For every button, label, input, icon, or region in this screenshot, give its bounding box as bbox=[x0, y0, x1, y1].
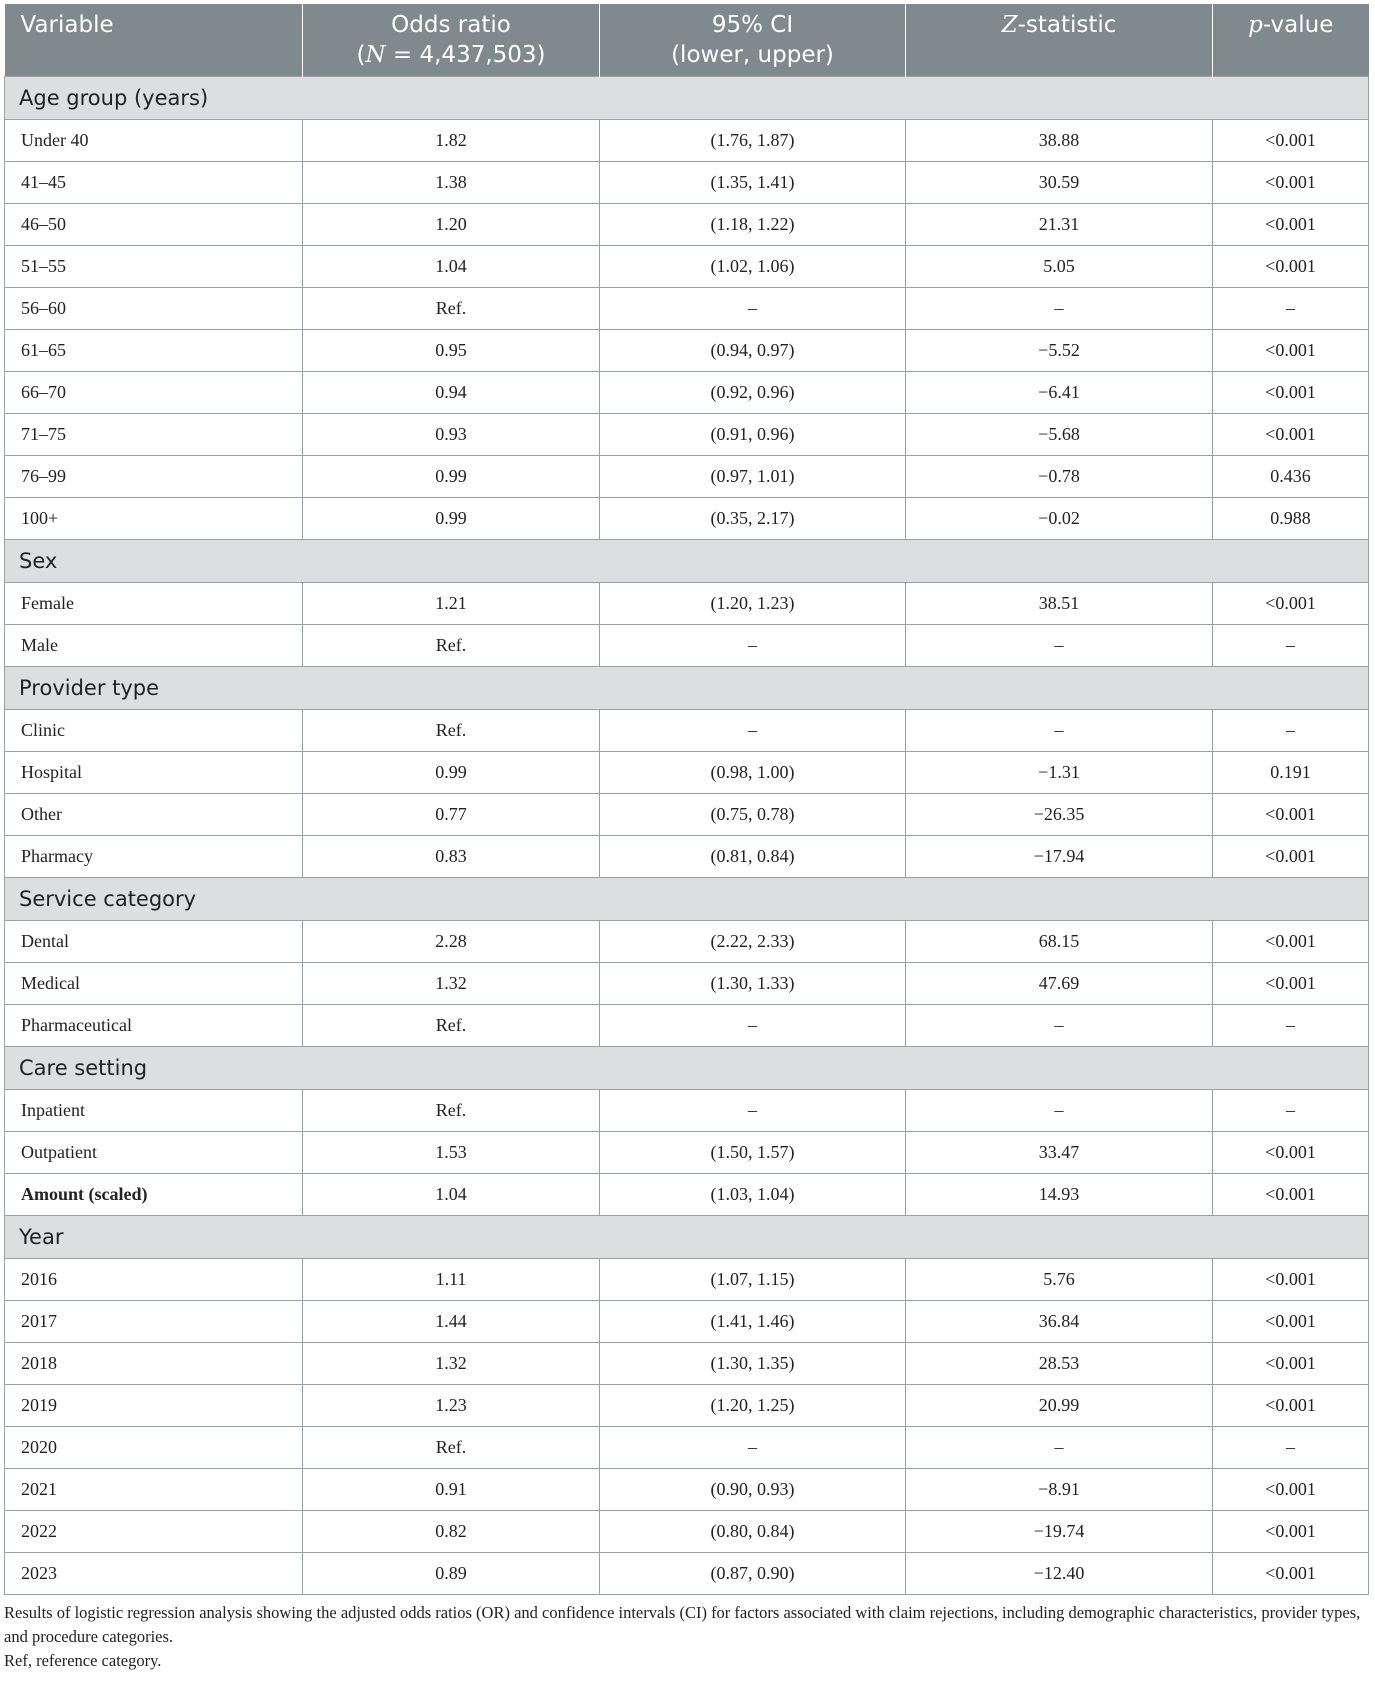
z-statistic-cell: – bbox=[906, 1005, 1213, 1047]
p-value-cell: – bbox=[1213, 1005, 1369, 1047]
z-statistic-cell: −19.74 bbox=[906, 1511, 1213, 1553]
table-body bbox=[5, 77, 1369, 1595]
odds-ratio-cell: 1.11 bbox=[303, 1259, 600, 1301]
ci-cell: (0.75, 0.78) bbox=[600, 794, 906, 836]
odds-ratio-cell: 0.99 bbox=[303, 498, 600, 540]
z-statistic-cell: −1.31 bbox=[906, 752, 1213, 794]
odds-ratio-cell: 0.99 bbox=[303, 456, 600, 498]
p-value-cell: <0.001 bbox=[1213, 204, 1369, 246]
ci-cell: – bbox=[600, 710, 906, 752]
p-value-cell: <0.001 bbox=[1213, 330, 1369, 372]
ci-cell: (0.87, 0.90) bbox=[600, 1553, 906, 1595]
ci-cell: (0.90, 0.93) bbox=[600, 1469, 906, 1511]
row-label: 2019 bbox=[5, 1385, 303, 1427]
row-label: Clinic bbox=[5, 710, 303, 752]
ci-cell: (1.35, 1.41) bbox=[600, 162, 906, 204]
row-label: Under 40 bbox=[5, 120, 303, 162]
ci-cell: (0.97, 1.01) bbox=[600, 456, 906, 498]
table-row bbox=[5, 836, 1369, 878]
ci-cell: – bbox=[600, 625, 906, 667]
header-z-statistic: Z-statistic bbox=[906, 4, 1213, 77]
odds-ratio-cell: 0.83 bbox=[303, 836, 600, 878]
ci-cell: (1.18, 1.22) bbox=[600, 204, 906, 246]
table-row bbox=[5, 1005, 1369, 1047]
odds-ratio-cell: 0.94 bbox=[303, 372, 600, 414]
odds-ratio-cell: 1.23 bbox=[303, 1385, 600, 1427]
table-row bbox=[5, 120, 1369, 162]
section-header-row bbox=[5, 1047, 1369, 1090]
table-row bbox=[5, 1259, 1369, 1301]
odds-ratio-cell: 1.21 bbox=[303, 583, 600, 625]
ci-cell: – bbox=[600, 1427, 906, 1469]
odds-ratio-cell: 1.04 bbox=[303, 1174, 600, 1216]
table-row bbox=[5, 794, 1369, 836]
section-header-row bbox=[5, 77, 1369, 120]
regression-table bbox=[4, 4, 1369, 1595]
ci-cell: (1.02, 1.06) bbox=[600, 246, 906, 288]
ci-cell: (1.30, 1.33) bbox=[600, 963, 906, 1005]
p-value-cell: <0.001 bbox=[1213, 1259, 1369, 1301]
odds-ratio-cell: Ref. bbox=[303, 1427, 600, 1469]
row-label: 2018 bbox=[5, 1343, 303, 1385]
table-row bbox=[5, 456, 1369, 498]
ci-cell: (2.22, 2.33) bbox=[600, 921, 906, 963]
row-label: 2020 bbox=[5, 1427, 303, 1469]
table-row bbox=[5, 204, 1369, 246]
section-header-row bbox=[5, 667, 1369, 710]
p-value-cell: <0.001 bbox=[1213, 1174, 1369, 1216]
table-row bbox=[5, 1553, 1369, 1595]
z-statistic-cell: 28.53 bbox=[906, 1343, 1213, 1385]
table-row bbox=[5, 1427, 1369, 1469]
p-value-cell: – bbox=[1213, 625, 1369, 667]
table-row bbox=[5, 963, 1369, 1005]
z-statistic-cell: 5.05 bbox=[906, 246, 1213, 288]
p-value-cell: <0.001 bbox=[1213, 1469, 1369, 1511]
table-row bbox=[5, 710, 1369, 752]
z-statistic-cell: – bbox=[906, 288, 1213, 330]
row-label: 61–65 bbox=[5, 330, 303, 372]
row-label: 2022 bbox=[5, 1511, 303, 1553]
odds-ratio-cell: Ref. bbox=[303, 625, 600, 667]
header-ci: 95% CI (lower, upper) bbox=[600, 4, 906, 77]
p-value-cell: <0.001 bbox=[1213, 1511, 1369, 1553]
odds-ratio-cell: 1.82 bbox=[303, 120, 600, 162]
z-statistic-cell: – bbox=[906, 1427, 1213, 1469]
z-statistic-cell: – bbox=[906, 710, 1213, 752]
p-value-cell: <0.001 bbox=[1213, 414, 1369, 456]
row-label: 2017 bbox=[5, 1301, 303, 1343]
header-variable: Variable bbox=[5, 4, 303, 77]
ci-cell: – bbox=[600, 288, 906, 330]
odds-ratio-cell: 1.38 bbox=[303, 162, 600, 204]
footnote-ref: Ref, reference category. bbox=[4, 1651, 162, 1670]
p-value-cell: – bbox=[1213, 288, 1369, 330]
row-label: Outpatient bbox=[5, 1132, 303, 1174]
footnote-description: Results of logistic regression analysis showing the adjusted odds ratios (OR) and confidence intervals (CI) for factors associated with claim rejections, including demographic characteristics, provider types, and procedure categories. bbox=[4, 1603, 1361, 1646]
row-label: 41–45 bbox=[5, 162, 303, 204]
row-label: 2023 bbox=[5, 1553, 303, 1595]
table-row bbox=[5, 1132, 1369, 1174]
ci-cell: (1.41, 1.46) bbox=[600, 1301, 906, 1343]
z-statistic-cell: – bbox=[906, 625, 1213, 667]
table-row bbox=[5, 1174, 1369, 1216]
ci-cell: (0.81, 0.84) bbox=[600, 836, 906, 878]
row-label: Amount (scaled) bbox=[5, 1174, 303, 1216]
odds-ratio-cell: 0.91 bbox=[303, 1469, 600, 1511]
odds-ratio-cell: Ref. bbox=[303, 1005, 600, 1047]
table-row bbox=[5, 921, 1369, 963]
p-value-cell: 0.191 bbox=[1213, 752, 1369, 794]
z-statistic-cell: −12.40 bbox=[906, 1553, 1213, 1595]
odds-ratio-cell: 0.82 bbox=[303, 1511, 600, 1553]
z-statistic-cell: 68.15 bbox=[906, 921, 1213, 963]
p-value-cell: <0.001 bbox=[1213, 794, 1369, 836]
z-statistic-cell: −17.94 bbox=[906, 836, 1213, 878]
section-title: Provider type bbox=[5, 667, 1369, 710]
z-statistic-cell: – bbox=[906, 1090, 1213, 1132]
header-odds-ratio: Odds ratio (N = 4,437,503) bbox=[303, 4, 600, 77]
table-row bbox=[5, 372, 1369, 414]
row-label: Hospital bbox=[5, 752, 303, 794]
ci-cell: (1.20, 1.23) bbox=[600, 583, 906, 625]
section-title: Care setting bbox=[5, 1047, 1369, 1090]
table-row bbox=[5, 1511, 1369, 1553]
ci-cell: (1.50, 1.57) bbox=[600, 1132, 906, 1174]
p-value-cell: <0.001 bbox=[1213, 1343, 1369, 1385]
odds-ratio-cell: 0.77 bbox=[303, 794, 600, 836]
table-row bbox=[5, 1090, 1369, 1132]
odds-ratio-cell: 2.28 bbox=[303, 921, 600, 963]
z-statistic-cell: −6.41 bbox=[906, 372, 1213, 414]
p-value-cell: <0.001 bbox=[1213, 1385, 1369, 1427]
row-label: Other bbox=[5, 794, 303, 836]
row-label: Inpatient bbox=[5, 1090, 303, 1132]
z-statistic-cell: 36.84 bbox=[906, 1301, 1213, 1343]
p-value-cell: <0.001 bbox=[1213, 1132, 1369, 1174]
z-statistic-cell: −8.91 bbox=[906, 1469, 1213, 1511]
table-row bbox=[5, 625, 1369, 667]
p-value-cell: – bbox=[1213, 1090, 1369, 1132]
z-statistic-cell: −26.35 bbox=[906, 794, 1213, 836]
row-label: 100+ bbox=[5, 498, 303, 540]
z-statistic-cell: −0.02 bbox=[906, 498, 1213, 540]
z-statistic-cell: 21.31 bbox=[906, 204, 1213, 246]
odds-ratio-cell: 0.93 bbox=[303, 414, 600, 456]
ci-cell: (0.92, 0.96) bbox=[600, 372, 906, 414]
table-row bbox=[5, 1469, 1369, 1511]
table-row bbox=[5, 498, 1369, 540]
odds-ratio-cell: 1.32 bbox=[303, 1343, 600, 1385]
table-row bbox=[5, 583, 1369, 625]
section-header-row bbox=[5, 540, 1369, 583]
row-label: 76–99 bbox=[5, 456, 303, 498]
p-value-cell: <0.001 bbox=[1213, 583, 1369, 625]
row-label: 71–75 bbox=[5, 414, 303, 456]
p-value-cell: – bbox=[1213, 1427, 1369, 1469]
z-statistic-cell: 30.59 bbox=[906, 162, 1213, 204]
p-value-cell: <0.001 bbox=[1213, 162, 1369, 204]
table-row bbox=[5, 752, 1369, 794]
section-header-row bbox=[5, 878, 1369, 921]
odds-ratio-cell: Ref. bbox=[303, 1090, 600, 1132]
z-statistic-cell: −5.68 bbox=[906, 414, 1213, 456]
section-title: Age group (years) bbox=[5, 77, 1369, 120]
p-value-cell: 0.988 bbox=[1213, 498, 1369, 540]
ci-cell: (1.30, 1.35) bbox=[600, 1343, 906, 1385]
p-value-cell: <0.001 bbox=[1213, 1553, 1369, 1595]
table-header bbox=[5, 4, 1369, 77]
p-value-cell: <0.001 bbox=[1213, 372, 1369, 414]
section-title: Service category bbox=[5, 878, 1369, 921]
ci-cell: (0.80, 0.84) bbox=[600, 1511, 906, 1553]
odds-ratio-cell: 0.89 bbox=[303, 1553, 600, 1595]
odds-ratio-cell: 0.95 bbox=[303, 330, 600, 372]
z-statistic-cell: 33.47 bbox=[906, 1132, 1213, 1174]
table-row bbox=[5, 288, 1369, 330]
z-statistic-cell: 5.76 bbox=[906, 1259, 1213, 1301]
z-statistic-cell: 38.51 bbox=[906, 583, 1213, 625]
row-label: Male bbox=[5, 625, 303, 667]
z-statistic-cell: −0.78 bbox=[906, 456, 1213, 498]
p-value-cell: 0.436 bbox=[1213, 456, 1369, 498]
ci-cell: (0.98, 1.00) bbox=[600, 752, 906, 794]
p-value-cell: – bbox=[1213, 710, 1369, 752]
row-label: 2021 bbox=[5, 1469, 303, 1511]
table-row bbox=[5, 1301, 1369, 1343]
section-title: Sex bbox=[5, 540, 1369, 583]
ci-cell: (1.20, 1.25) bbox=[600, 1385, 906, 1427]
p-value-cell: <0.001 bbox=[1213, 921, 1369, 963]
row-label: Dental bbox=[5, 921, 303, 963]
p-value-cell: <0.001 bbox=[1213, 1301, 1369, 1343]
odds-ratio-cell: 1.53 bbox=[303, 1132, 600, 1174]
p-value-cell: <0.001 bbox=[1213, 120, 1369, 162]
ci-cell: (1.03, 1.04) bbox=[600, 1174, 906, 1216]
odds-ratio-cell: Ref. bbox=[303, 288, 600, 330]
table-row bbox=[5, 1385, 1369, 1427]
table-footnotes bbox=[4, 1601, 1368, 1673]
ci-cell: (0.94, 0.97) bbox=[600, 330, 906, 372]
z-statistic-cell: 38.88 bbox=[906, 120, 1213, 162]
z-statistic-cell: 47.69 bbox=[906, 963, 1213, 1005]
row-label: 46–50 bbox=[5, 204, 303, 246]
ci-cell: – bbox=[600, 1090, 906, 1132]
ci-cell: – bbox=[600, 1005, 906, 1047]
row-label: 51–55 bbox=[5, 246, 303, 288]
table-row bbox=[5, 1343, 1369, 1385]
odds-ratio-cell: 0.99 bbox=[303, 752, 600, 794]
results-table-container bbox=[4, 4, 1368, 1673]
table-row bbox=[5, 330, 1369, 372]
row-label: 56–60 bbox=[5, 288, 303, 330]
p-value-cell: <0.001 bbox=[1213, 963, 1369, 1005]
p-value-cell: <0.001 bbox=[1213, 836, 1369, 878]
row-label: Pharmacy bbox=[5, 836, 303, 878]
ci-cell: (1.76, 1.87) bbox=[600, 120, 906, 162]
ci-cell: (0.91, 0.96) bbox=[600, 414, 906, 456]
z-statistic-cell: −5.52 bbox=[906, 330, 1213, 372]
z-statistic-cell: 14.93 bbox=[906, 1174, 1213, 1216]
section-header-row bbox=[5, 1216, 1369, 1259]
table-row bbox=[5, 246, 1369, 288]
row-label: 2016 bbox=[5, 1259, 303, 1301]
table-row bbox=[5, 414, 1369, 456]
table-row bbox=[5, 162, 1369, 204]
odds-ratio-cell: 1.44 bbox=[303, 1301, 600, 1343]
row-label: 66–70 bbox=[5, 372, 303, 414]
section-title: Year bbox=[5, 1216, 1369, 1259]
row-label: Female bbox=[5, 583, 303, 625]
row-label: Medical bbox=[5, 963, 303, 1005]
row-label: Pharmaceutical bbox=[5, 1005, 303, 1047]
ci-cell: (1.07, 1.15) bbox=[600, 1259, 906, 1301]
odds-ratio-cell: Ref. bbox=[303, 710, 600, 752]
odds-ratio-cell: 1.20 bbox=[303, 204, 600, 246]
header-p-value: p-value bbox=[1213, 4, 1369, 77]
odds-ratio-cell: 1.32 bbox=[303, 963, 600, 1005]
odds-ratio-cell: 1.04 bbox=[303, 246, 600, 288]
z-statistic-cell: 20.99 bbox=[906, 1385, 1213, 1427]
p-value-cell: <0.001 bbox=[1213, 246, 1369, 288]
ci-cell: (0.35, 2.17) bbox=[600, 498, 906, 540]
